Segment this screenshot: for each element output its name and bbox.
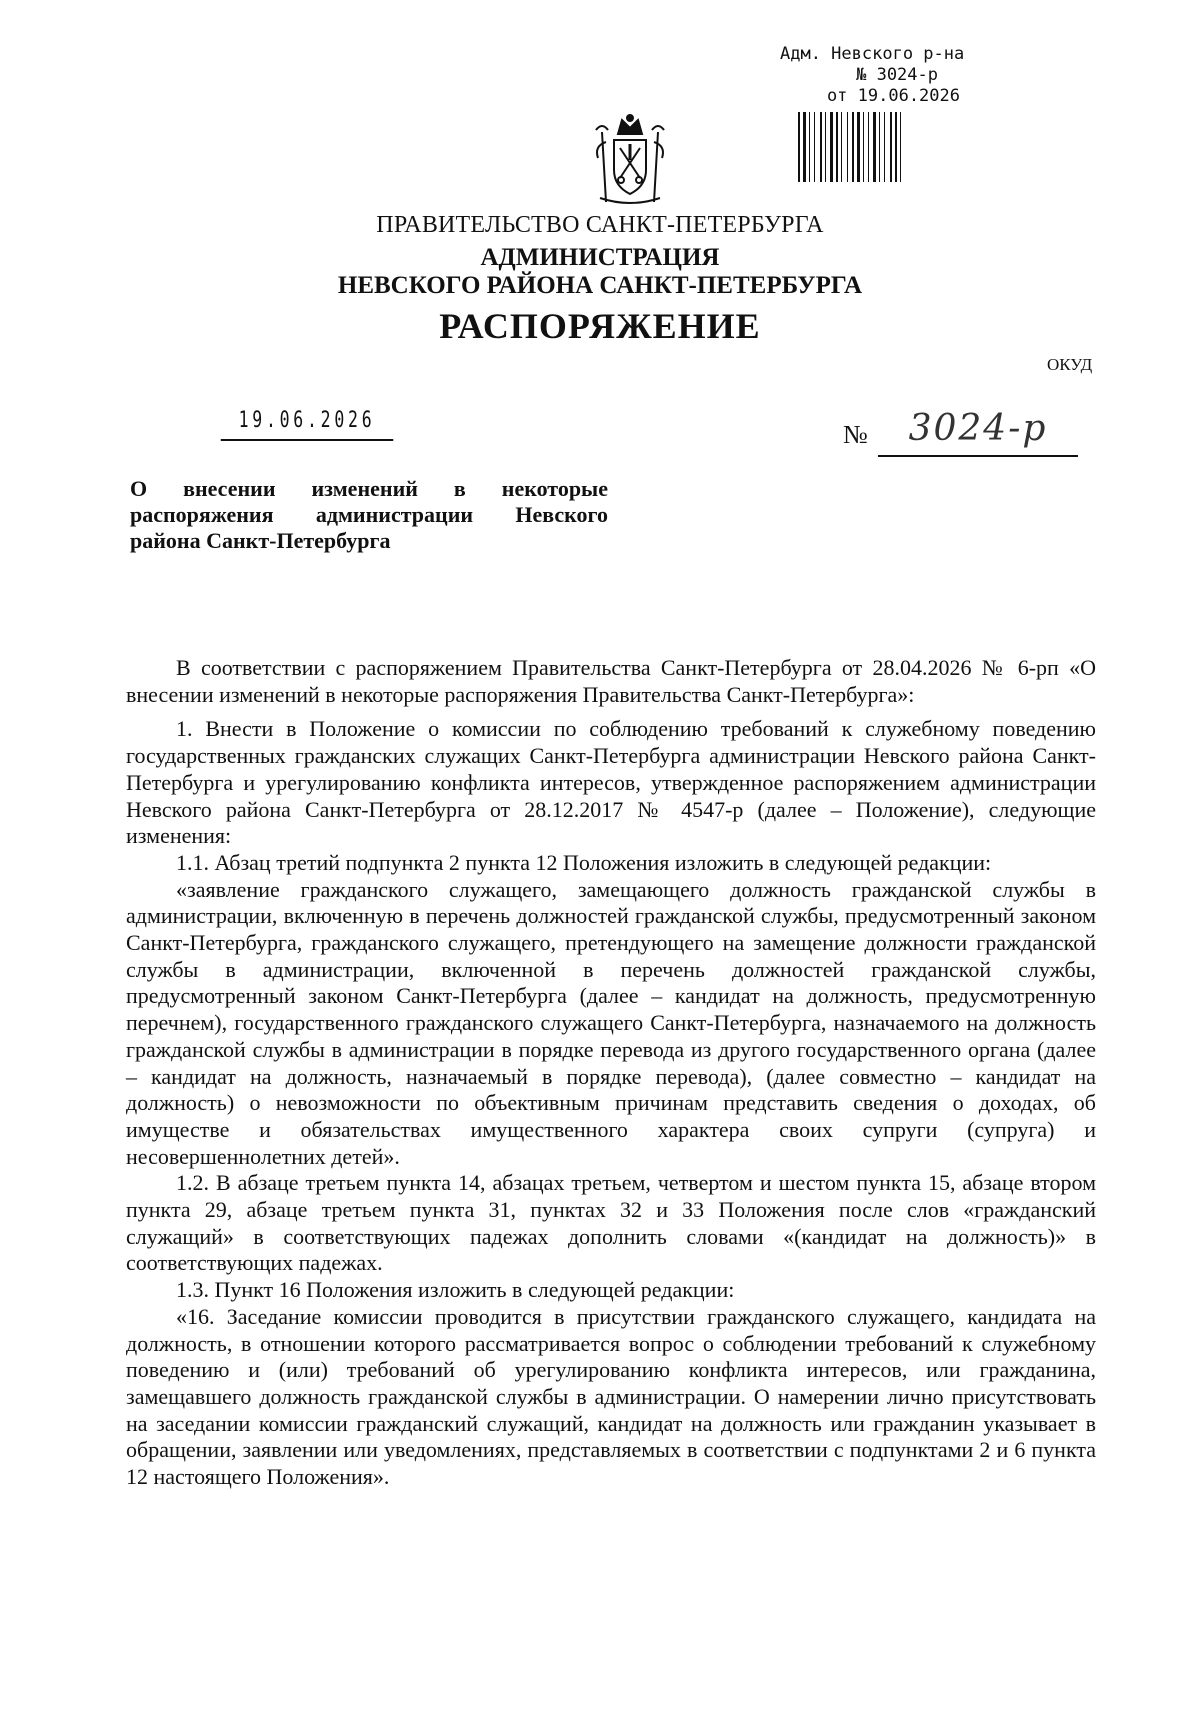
registration-stamp [780,44,965,107]
paragraph-1: 1. Внести в Положение о комиссии по соблюдению требований к служебному поведению государственных гражданских служащих Санкт-Петербурга администрации Невского района Санкт-Петербурга и урегулированию конфликта интересов, утвержденное распоряжением администрации Невского района Санкт-Петербурга от 28.12.2017 № 4547-р (далее – Положение), следующие изменения: [126,716,1096,849]
paragraph-1-3-quote: «16. Заседание комиссии проводится в присутствии гражданского служащего, кандидата на должность, в отношении которого рассматривается вопрос о соблюдении требований к служебному поведению и (или) требований об урегулированию конфликта интересов, или гражданина, замещавшего должность гражданской службы в администрации. О намерении лично присутствовать на заседании комиссии гражданский служащий, кандидат на должность или гражданин указывает в обращении, заявлении или уведомлениях, представляемых в соответствии с подпунктами 2 и 6 пункта 12 настоящего Положения». [126,1303,1096,1490]
stamp-line-2: № 3024-р [856,65,938,85]
paragraph-1-3: 1.3. Пункт 16 Положения изложить в следующей редакции: [176,1277,735,1303]
subject-line-2: распоряжения администрации Невского [130,502,608,527]
paragraph-preamble: В соответствии с распоряжением Правительства Санкт-Петербурга от 28.04.2026 № 6-рп «О внесении изменений в некоторые распоряжения Правительства Санкт-Петербурга»: [126,655,1096,707]
administration-title: АДМИНИСТРАЦИЯ [480,244,720,271]
district-title: НЕВСКОГО РАЙОНА САНКТ-ПЕТЕРБУРГА [337,272,863,299]
document-subject [130,476,608,554]
number-label: № [843,420,868,449]
document-number: 3024-р [878,408,1078,457]
paragraph-1-1-quote: «заявление гражданского служащего, замещающего должность гражданской службы в администрации, включенную в перечень должностей гражданской службы, предусмотренный законом Санкт-Петербурга, гражданского служащего, претендующего на замещение должности гражданской службы в администрации, включенной в перечень должностей гражданской службы, предусмотренный законом Санкт-Петербурга (далее – кандидат на должность, предусмотренную перечнем), государственного гражданского служащего Санкт-Петербурга, назначаемого на должность гражданской службы в администрации в порядке перевода из другого государственного органа (далее – кандидат на должность, назначаемый в порядке перевода), (далее совместно – кандидат на должность) о невозможности по объективным причинам представить сведения о доходах, об имуществе и обязательствах имущественного характера своих супруги (супруга) и несовершеннолетних детей». [126,876,1096,1169]
okud-label: ОКУД [1047,355,1093,374]
paragraph-1-1: 1.1. Абзац третий подпункта 2 пункта 12 Положения изложить в следующей редакции: [176,849,992,875]
subject-line-3: района Санкт-Петербурга [130,528,391,553]
stamp-line-1: Адм. Невского р-на [780,44,965,64]
stamp-line-3: от 19.06.2026 [826,86,960,106]
document-type-title: РАСПОРЯЖЕНИЕ [439,306,761,346]
paragraph-1-2: 1.2. В абзаце третьем пункта 14, абзацах третьем, четвертом и шестом пункта 15, абзаце втором пункта 29, абзаце третьем пункта 31, пунктах 32 и 33 Положения после слов «гражданский служащий» в соответствующих падежах дополнить словами «(кандидат на должность)» в соответствующих падежах. [126,1170,1096,1276]
barcode [798,112,943,182]
document-date: 19.06.2026 [221,408,394,441]
document-body [126,655,1096,1491]
coat-of-arms-icon [590,112,670,207]
subject-line-1: О внесении изменений в некоторые [130,476,608,501]
government-title: ПРАВИТЕЛЬСТВО САНКТ-ПЕТЕРБУРГА [376,212,824,238]
